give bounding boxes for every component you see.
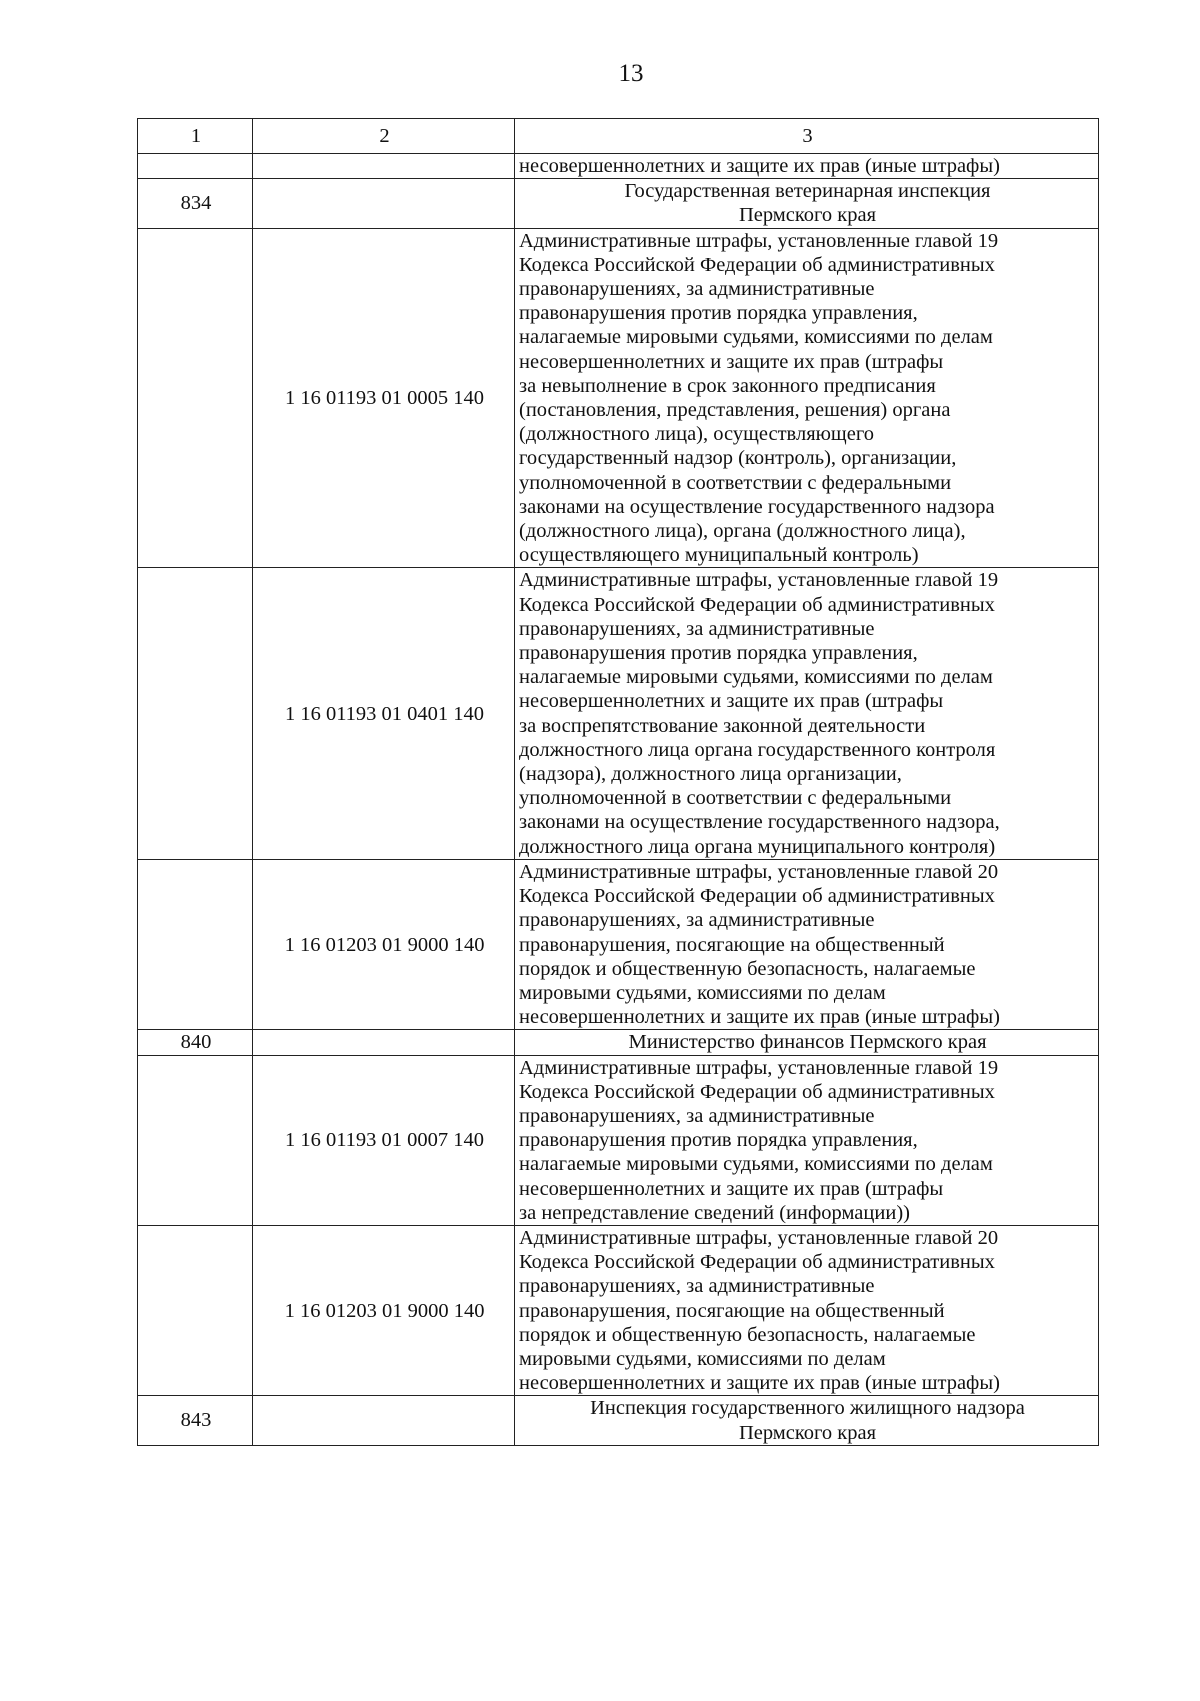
row-kbk-cell (253, 179, 515, 228)
table-row (138, 1055, 1099, 1225)
row-kbk-cell: 1 16 01193 01 0401 140 (253, 568, 515, 859)
row-description-cell: Административные штрафы, установленные главой 19 Кодекса Российской Федерации об административных правонарушениях, за административные правонарушения против порядка управления, налагаемые мировыми судьями, комиссиями по делам несовершеннолетних и защите их прав (штрафы за невыполнение в срок законного предписания (постановления, представления, решения) органа (должностного лица), осуществляющего государственный надзор (контроль), организации, уполномоченной в соответствии с федеральными законами на осуществление государственного надзора (должностного лица), органа (должностного лица), осуществляющего муниципальный контроль) (515, 228, 1099, 568)
table-row (138, 228, 1099, 568)
row-code-cell: 840 (138, 1030, 253, 1055)
row-code-cell (138, 859, 253, 1029)
header-col-3: 3 (515, 119, 1099, 154)
row-description-cell: Административные штрафы, установленные главой 20 Кодекса Российской Федерации об административных правонарушениях, за административные правонарушения, посягающие на общественный порядок и общественную безопасность, налагаемые мировыми судьями, комиссиями по делам несовершеннолетних и защите их прав (иные штрафы) (515, 859, 1099, 1029)
table-row (138, 179, 1099, 228)
header-col-1: 1 (138, 119, 253, 154)
table-row (138, 1396, 1099, 1445)
row-description-cell: Административные штрафы, установленные главой 19 Кодекса Российской Федерации об административных правонарушениях, за административные правонарушения против порядка управления, налагаемые мировыми судьями, комиссиями по делам несовершеннолетних и защите их прав (штрафы за воспрепятствование законной деятельности должностного лица органа государственного контроля (надзора), должностного лица организации, уполномоченной в соответствии с федеральными законами на осуществление государственного надзора, должностного лица органа муниципального контроля) (515, 568, 1099, 859)
row-kbk-cell: 1 16 01193 01 0007 140 (253, 1055, 515, 1225)
row-kbk-cell: 1 16 01203 01 9000 140 (253, 859, 515, 1029)
row-code-cell: 834 (138, 179, 253, 228)
row-code-cell (138, 154, 253, 179)
row-code-cell (138, 228, 253, 568)
table-row (138, 154, 1099, 179)
row-kbk-cell: 1 16 01203 01 9000 140 (253, 1225, 515, 1395)
row-code-cell (138, 1055, 253, 1225)
row-description-cell: Инспекция государственного жилищного надзора Пермского края (515, 1396, 1099, 1445)
table-row (138, 568, 1099, 859)
row-description-cell: Административные штрафы, установленные главой 19 Кодекса Российской Федерации об административных правонарушениях, за административные правонарушения против порядка управления, налагаемые мировыми судьями, комиссиями по делам несовершеннолетних и защите их прав (штрафы за непредставление сведений (информации)) (515, 1055, 1099, 1225)
row-description-cell: несовершеннолетних и защите их прав (иные штрафы) (515, 154, 1099, 179)
row-kbk-cell (253, 1030, 515, 1055)
table-row (138, 1030, 1099, 1055)
page-number: 13 (618, 60, 644, 87)
table-body (138, 119, 1099, 1446)
row-code-cell (138, 568, 253, 859)
row-description-cell: Административные штрафы, установленные главой 20 Кодекса Российской Федерации об административных правонарушениях, за административные правонарушения, посягающие на общественный порядок и общественную безопасность, налагаемые мировыми судьями, комиссиями по делам несовершеннолетних и защите их прав (иные штрафы) (515, 1225, 1099, 1395)
header-col-2: 2 (253, 119, 515, 154)
table-row (138, 1225, 1099, 1395)
row-kbk-cell: 1 16 01193 01 0005 140 (253, 228, 515, 568)
document-table (137, 118, 1099, 1446)
row-code-cell (138, 1225, 253, 1395)
row-description-cell: Министерство финансов Пермского края (515, 1030, 1099, 1055)
table-row (138, 859, 1099, 1029)
row-kbk-cell (253, 154, 515, 179)
row-kbk-cell (253, 1396, 515, 1445)
table-header-row (138, 119, 1099, 154)
row-code-cell: 843 (138, 1396, 253, 1445)
row-description-cell: Государственная ветеринарная инспекция Пермского края (515, 179, 1099, 228)
